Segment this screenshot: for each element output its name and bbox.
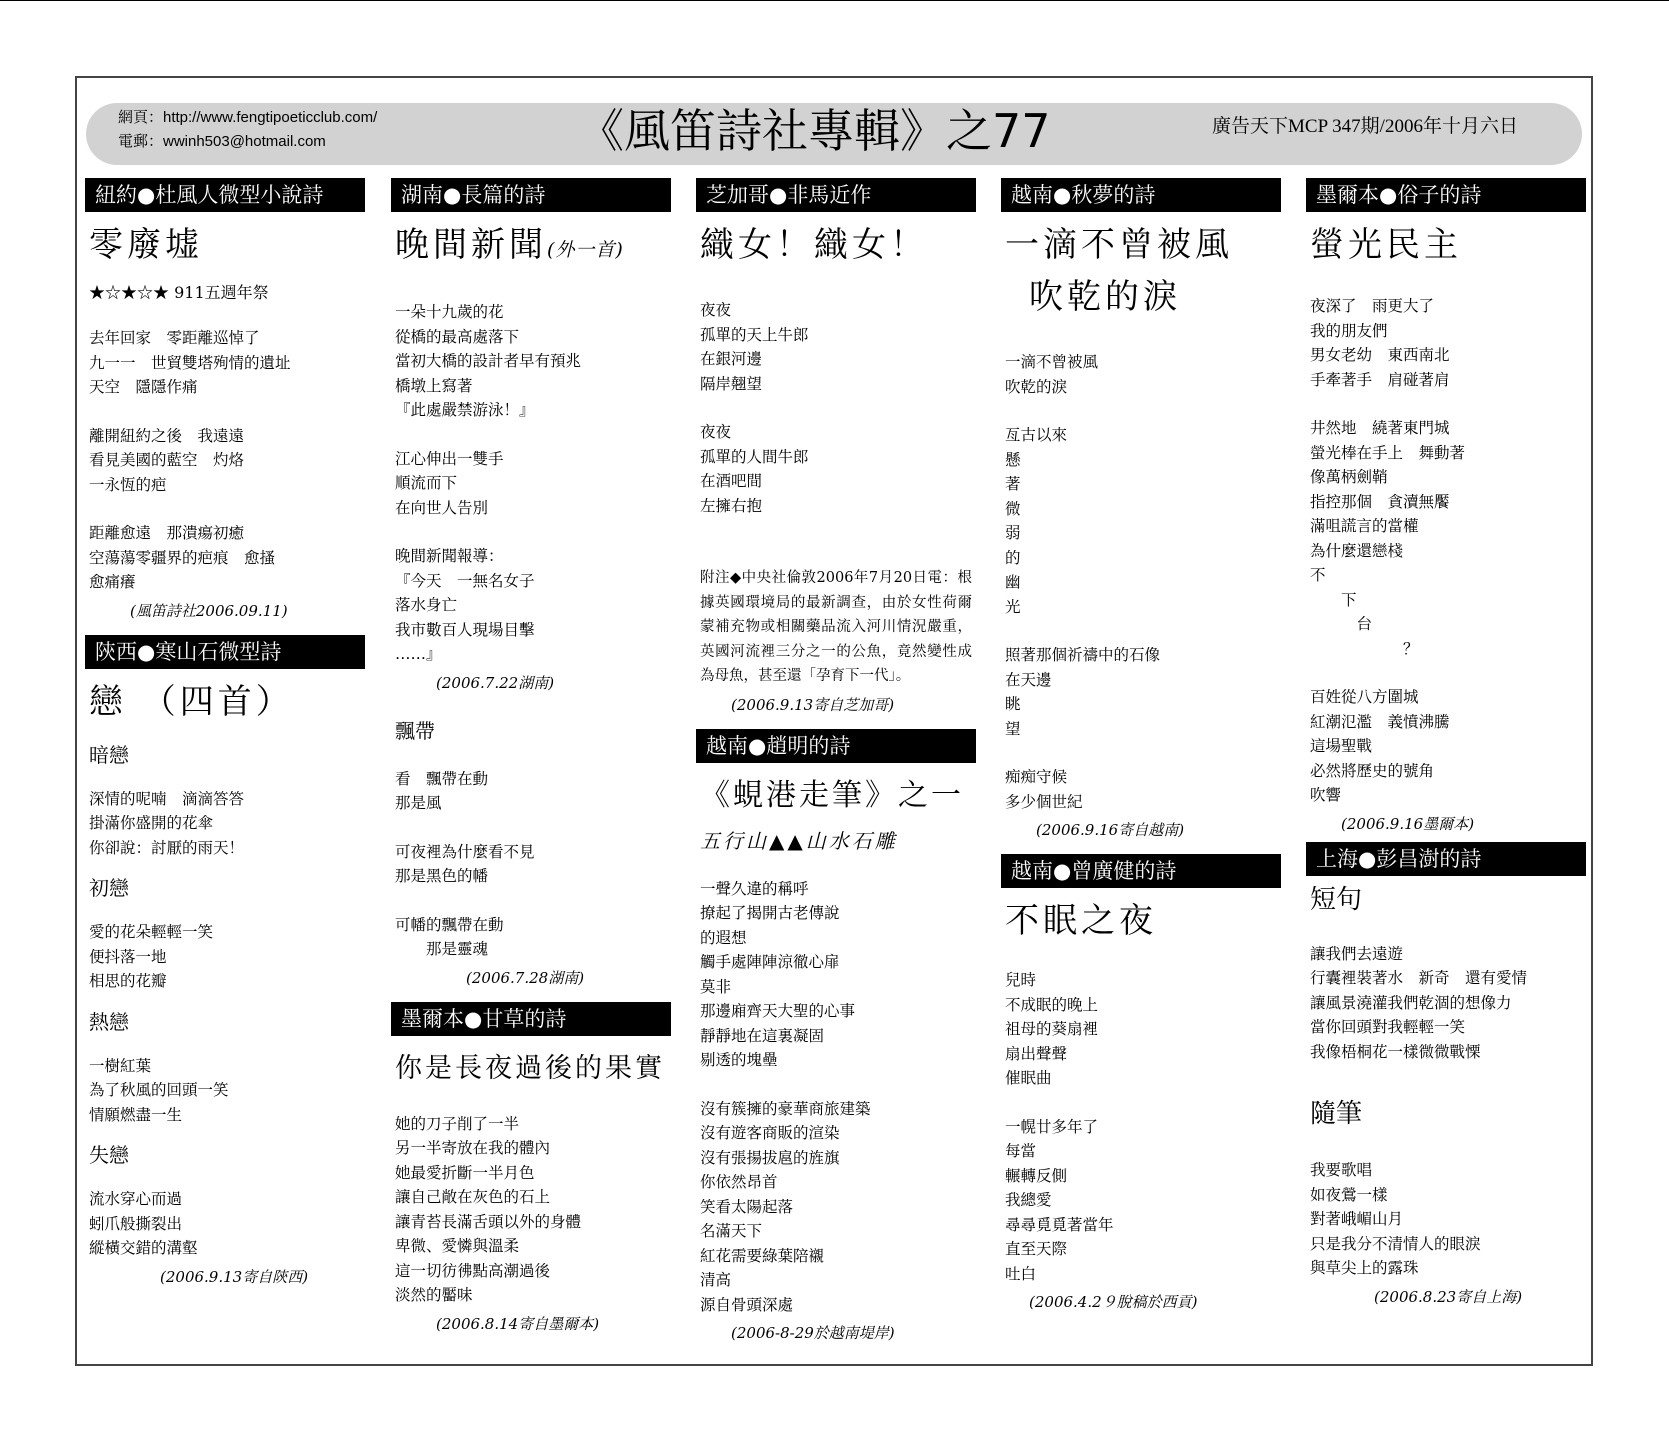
poem-line: 卑微、愛憐與溫柔 [395, 1237, 520, 1255]
poem-line: 直至天際 [1005, 1240, 1068, 1258]
poem-subtitle: 五行山▲▲山水石雕 [700, 828, 898, 853]
poem-line: 我的朋友們 [1310, 321, 1388, 340]
poem-line: 可幡的飄帶在動 [395, 915, 504, 934]
stanza-break [85, 400, 365, 424]
poem-line: 左擁右抱 [700, 496, 763, 515]
poem-body [85, 1054, 365, 1128]
poem-body [1306, 942, 1586, 1065]
poem-line: 不成眠的晚上 [1005, 995, 1099, 1014]
poem-line: 的遐想 [700, 928, 747, 947]
poem-line: 弱 [1005, 524, 1021, 542]
poem-title: 螢光民主 [1310, 225, 1462, 265]
poem-line: 一樹紅葉 [89, 1056, 152, 1075]
poem-line: 清高 [700, 1271, 732, 1289]
poem-title: 《蜆港走筆》之一 [700, 777, 964, 813]
poem-dedication: ★☆★☆★ 911五週年祭 [89, 283, 269, 302]
poem-line: 蚓爪般撕裂出 [89, 1214, 183, 1233]
poem-line: 『此處嚴禁游泳！』 [395, 401, 535, 419]
stanza-break [696, 396, 976, 420]
poem-line: 男女老幼 東西南北 [1310, 346, 1450, 364]
poem-body [85, 787, 365, 861]
poem-line: 淡然的靨味 [395, 1286, 473, 1304]
section-header: 芝加哥●非馬近作 [696, 178, 976, 212]
poem-line: 空蕩蕩零疆界的疤痕 愈搔 [89, 548, 276, 567]
poem-line: 催眠曲 [1005, 1069, 1052, 1087]
poem-date: (2006-8-29於越南堤岸) [731, 1324, 895, 1342]
poem-body [391, 1112, 671, 1308]
poem-body [391, 300, 671, 667]
poem-line: 眺 [1005, 695, 1021, 713]
poem-line: 的 [1005, 548, 1021, 567]
poem-line: 她最愛折斷一半月色 [395, 1163, 535, 1182]
poem-line: 百姓從八方圍城 [1310, 688, 1419, 706]
poem-line: 那邊廂齊天大聖的心事 [700, 1002, 856, 1020]
poem-body [1306, 1158, 1586, 1281]
poem-line: 江心伸出一雙手 [395, 449, 504, 468]
subpoem-title: 熱戀 [89, 1009, 129, 1034]
poem-line: 孤單的天上牛郎 [700, 325, 809, 344]
poem-title-line2: 吹乾的淚 [1029, 277, 1181, 317]
poem-line: 名滿天下 [700, 1222, 763, 1240]
poem-line: 與草尖上的露珠 [1310, 1259, 1419, 1277]
stanza-break [1001, 619, 1281, 643]
poem-body [391, 767, 671, 962]
poem-line: 一滴不曾被風 [1005, 353, 1099, 371]
poem-line: 深情的呢喃 滴滴答答 [89, 789, 245, 808]
poem-line: 『今天 一無名女子 [395, 571, 535, 590]
poem-body [1001, 968, 1281, 1286]
poem-line: 沒有張揚拔扈的旌旗 [700, 1148, 840, 1167]
stanza-break [391, 520, 671, 544]
poem-line: 讓青苔長滿舌頭以外的身體 [395, 1212, 582, 1231]
subpoem-title: 暗戀 [89, 742, 129, 767]
website-url: 網頁：http://www.fengtipoeticclub.com/ [118, 109, 378, 126]
stanza-break [85, 497, 365, 521]
email-address: 電郵：wwinh503@hotmail.com [118, 133, 326, 150]
poem-date: (2006.9.13寄自芝加哥) [731, 695, 895, 714]
section-header: 墨爾本●俗子的詩 [1306, 178, 1586, 212]
poem-line: 愛的花朵輕輕一笑 [89, 923, 214, 941]
poem-line: 看 飄帶在動 [395, 769, 489, 788]
column-5 [1306, 178, 1586, 1309]
poem-line: 在天邊 [1005, 670, 1052, 689]
poem-line: 下 [1310, 590, 1357, 609]
column-4 [1001, 178, 1281, 1314]
poem-line: 天空 隱隱作痛 [89, 378, 198, 396]
poem-line: 在向世人告別 [395, 498, 489, 517]
poem-line: 當初大橋的設計者早有預兆 [395, 352, 582, 370]
poem-body [1001, 350, 1281, 814]
poem-title: 短句 [1310, 884, 1363, 915]
poem-line: 我總愛 [1005, 1191, 1052, 1209]
section-header: 紐約●杜風人微型小說詩 [85, 178, 365, 212]
poem-line: 橋墩上寫著 [395, 376, 473, 395]
poem-line: 流水穿心而過 [89, 1190, 183, 1208]
stanza-break [391, 816, 671, 840]
poem-line: 幽 [1005, 573, 1021, 591]
poem-line: 滿咀謊言的當權 [1310, 517, 1419, 535]
poem-body [696, 877, 976, 1318]
poem-line: 讓風景澆灌我們乾涸的想像力 [1310, 993, 1512, 1012]
poem-line: 落水身亡 [395, 596, 458, 614]
poem-line: 懸 [1005, 450, 1021, 469]
poem-line: 必然將歷史的號角 [1310, 761, 1435, 780]
stanza-break [391, 889, 671, 913]
poem-line: 我要歌唱 [1310, 1161, 1373, 1179]
poem-line: 尋尋覓覓著當年 [1005, 1215, 1114, 1234]
poem-line: ……』 [395, 645, 442, 663]
poem-line: 可夜裡為什麼看不見 [395, 842, 535, 861]
subpoem-title: 初戀 [89, 876, 129, 900]
poem-line: 這場聖戰 [1310, 737, 1373, 755]
poem-line: 痴痴守候 [1005, 768, 1068, 786]
poem-line: 對著峨嵋山月 [1310, 1210, 1404, 1228]
poem-line: 讓自己敞在灰色的石上 [395, 1188, 551, 1206]
poem-line: 吐白 [1005, 1264, 1037, 1283]
section-header: 墨爾本●甘草的詩 [391, 1002, 671, 1036]
poem-line: 掛滿你盛開的花傘 [89, 814, 214, 832]
poem-body [85, 1187, 365, 1261]
issue-info: 廣告天下MCP 347期/2006年十月六日 [1212, 116, 1518, 137]
poem-line: 在酒吧間 [700, 472, 763, 490]
poem-line: 照著那個祈禱中的石像 [1005, 646, 1161, 664]
section-header: 上海●彭昌澍的詩 [1306, 842, 1586, 876]
poem-body [85, 326, 365, 595]
poem-line: 她的刀子削了一半 [395, 1114, 520, 1133]
poem-line: 愈痛癢 [89, 573, 136, 591]
poem-line: 孤單的人間牛郎 [700, 447, 809, 466]
poem-line: 隔岸翹望 [700, 374, 763, 393]
poem-line: 台 [1310, 615, 1373, 633]
poem-line: 夜深了 雨更大了 [1310, 297, 1435, 315]
poem-line: ？ [1310, 639, 1419, 658]
poem-line: 沒有簇擁的豪華商旅建築 [700, 1099, 871, 1118]
poem-title: 織女！織女！ [700, 225, 928, 265]
poem-date: (2006.4.2９脫稿於西貢) [1029, 1293, 1198, 1311]
poem-line: 一幌廿多年了 [1005, 1117, 1099, 1136]
poem-line: 便抖落一地 [89, 947, 167, 966]
stanza-break [1001, 399, 1281, 423]
poem-line: 從橋的最高處落下 [395, 327, 520, 346]
poem-line: 多少個世紀 [1005, 792, 1083, 811]
poem-date: (2006.9.16寄自越南) [1036, 821, 1185, 839]
poem-line: 為什麼還戀棧 [1310, 541, 1404, 560]
column-2 [391, 178, 671, 1336]
poem-line: 吹響 [1310, 786, 1342, 804]
poem-line: 我像梧桐花一樣微微戰慄 [1310, 1042, 1481, 1061]
poem-body [85, 920, 365, 994]
page-title: 《風笛詩社專輯》之77 [578, 104, 1051, 158]
poem-line: 吹乾的淚 [1005, 377, 1068, 396]
poem-date: (2006.9.13寄自陝西) [160, 1267, 309, 1286]
poem-footnote: 附注◆中央社倫敦2006年7月20日電：根據英國環境局的最新調查，由於女性荷爾蒙補充物或相關藥品流入河川情況嚴重，英國河流裡三分之一的公魚，竟然變性成為母魚，甚至還「孕育下一代」。 [700, 570, 972, 684]
poem-line: 祖母的葵扇裡 [1005, 1020, 1099, 1038]
section-header: 越南●秋夢的詩 [1001, 178, 1281, 212]
poem-line: 微 [1005, 499, 1021, 518]
poem-date: (2006.9.16墨爾本) [1341, 814, 1475, 833]
stanza-break [391, 423, 671, 447]
stanza-break [1306, 661, 1586, 685]
poem-date: (2006.8.14寄自墨爾本) [436, 1314, 600, 1333]
poem-title: 你是長夜過後的果實 [395, 1052, 665, 1084]
poem-line: 源自骨頭深處 [700, 1295, 794, 1314]
poem-line: 指控那個 貪瀆無饜 [1310, 492, 1450, 511]
poem-line: 紅花需要綠葉陪襯 [700, 1246, 825, 1265]
poem-line: 那是靈魂 [395, 940, 489, 958]
stanza-break [1306, 392, 1586, 416]
poem-line: 剔透的塊壘 [700, 1051, 778, 1069]
poem-title: 一滴不曾被風 [1005, 225, 1233, 265]
poem-line: 另一半寄放在我的體內 [395, 1139, 551, 1157]
poem-line: 扇出聲聲 [1005, 1044, 1068, 1063]
poem-line: 撩起了揭開古老傳說 [700, 904, 840, 922]
poem-date: (2006.7.28湖南) [466, 968, 585, 987]
poem-line: 順流而下 [395, 474, 458, 492]
poem-line: 一聲久違的稱呼 [700, 879, 809, 898]
section-header: 越南●趙明的詩 [696, 729, 976, 763]
stanza-break [1001, 1091, 1281, 1115]
top-rule [0, 0, 1669, 1]
poem-line: 在銀河邊 [700, 350, 763, 368]
column-3 [696, 178, 976, 1345]
poem-line: 當你回頭對我輕輕一笑 [1310, 1018, 1466, 1036]
poem-title: 零廢墟 [89, 225, 203, 265]
poem-line: 情願燃盡一生 [89, 1105, 183, 1124]
poem-line: 輾轉反側 [1005, 1166, 1068, 1185]
poem-line: 這一切彷彿點高潮過後 [395, 1261, 551, 1280]
poem-line: 相思的花瓣 [89, 972, 167, 990]
stanza-break [1001, 741, 1281, 765]
poem-line: 距離愈遠 那潰瘍初癒 [89, 524, 245, 542]
poem-line: 夜夜 [700, 423, 732, 441]
poem-line: 離開紐約之後 我遠遠 [89, 426, 245, 445]
poem-title-suffix: (外一首) [547, 239, 624, 261]
poem-line: 那是風 [395, 794, 442, 812]
poem-line: 亙古以來 [1005, 426, 1068, 444]
poem-line: 著 [1005, 475, 1021, 493]
poem-date: (風笛詩社2006.09.11) [130, 601, 288, 620]
poem-line: 只是我分不清情人的眼淚 [1310, 1234, 1481, 1253]
poem-line: 我市數百人現場目擊 [395, 620, 535, 639]
poem-line: 笑看太陽起落 [700, 1197, 794, 1216]
poem-line: 如夜鶯一樣 [1310, 1185, 1388, 1204]
poem-line: 看見美國的藍空 灼烙 [89, 451, 245, 469]
poem-line: 螢光棒在手上 舞動著 [1310, 443, 1466, 462]
poem-line: 一朵十九歲的花 [395, 303, 504, 321]
poem-line: 光 [1005, 597, 1021, 616]
poem-line: 兒時 [1005, 971, 1037, 989]
stanza-break [696, 1073, 976, 1097]
section-header: 越南●曾廣健的詩 [1001, 854, 1281, 888]
poem-body [1306, 294, 1586, 808]
poem-line: 九一一 世貿雙塔殉情的遺址 [89, 353, 291, 372]
poem-line: 手牽著手 肩碰著肩 [1310, 370, 1450, 389]
poem-line: 夜夜 [700, 301, 732, 319]
poem-line: 去年回家 零距離巡悼了 [89, 329, 260, 347]
poem-date: (2006.7.22湖南) [436, 673, 555, 692]
poem-line: 望 [1005, 719, 1021, 738]
poem-date: (2006.8.23寄自上海) [1374, 1287, 1523, 1306]
poem-line: 像萬柄劍鞘 [1310, 468, 1388, 486]
poem-line: 紅潮氾濫 義憤沸騰 [1310, 712, 1450, 731]
poem-line: 每當 [1005, 1142, 1037, 1160]
column-1 [85, 178, 365, 1289]
poem-line: 行囊裡裝著水 新奇 還有愛情 [1310, 969, 1528, 987]
subpoem-title: 飄帶 [395, 718, 435, 743]
poem-line: 晚間新聞報導： [395, 547, 504, 565]
poem-line: 沒有遊客商販的渲染 [700, 1124, 840, 1142]
poem-line: 不 [1310, 566, 1326, 584]
poem-line: 一永恆的疤 [89, 475, 167, 494]
poem-body [696, 298, 976, 518]
subpoem-title: 失戀 [89, 1143, 129, 1167]
poem-line: 為了秋風的回頭一笑 [89, 1081, 229, 1099]
poem-line: 讓我們去遠遊 [1310, 944, 1404, 963]
section-header: 湖南●長篇的詩 [391, 178, 671, 212]
poem-line: 那是黑色的幡 [395, 867, 489, 885]
poem-line: 你依然昂首 [700, 1173, 778, 1191]
poem-title: 不眠之夜 [1005, 901, 1157, 941]
poem-line: 莫非 [700, 977, 732, 996]
poem-line: 井然地 繞著東門城 [1310, 419, 1450, 437]
poem-line: 靜靜地在這裏凝固 [700, 1026, 825, 1045]
poem-title: 戀 （四首） [89, 681, 294, 722]
poem-title-main: 晚間新聞 [395, 225, 547, 265]
poem-line: 縱橫交錯的溝壑 [89, 1239, 198, 1257]
poem-line: 觸手處陣陣涼徹心扉 [700, 953, 840, 971]
poem-title [395, 220, 671, 270]
subpoem-title: 隨筆 [1310, 1099, 1363, 1129]
section-header: 陝西●寒山石微型詩 [85, 635, 365, 669]
poem-line: 你卻說：討厭的雨天！ [89, 838, 245, 857]
